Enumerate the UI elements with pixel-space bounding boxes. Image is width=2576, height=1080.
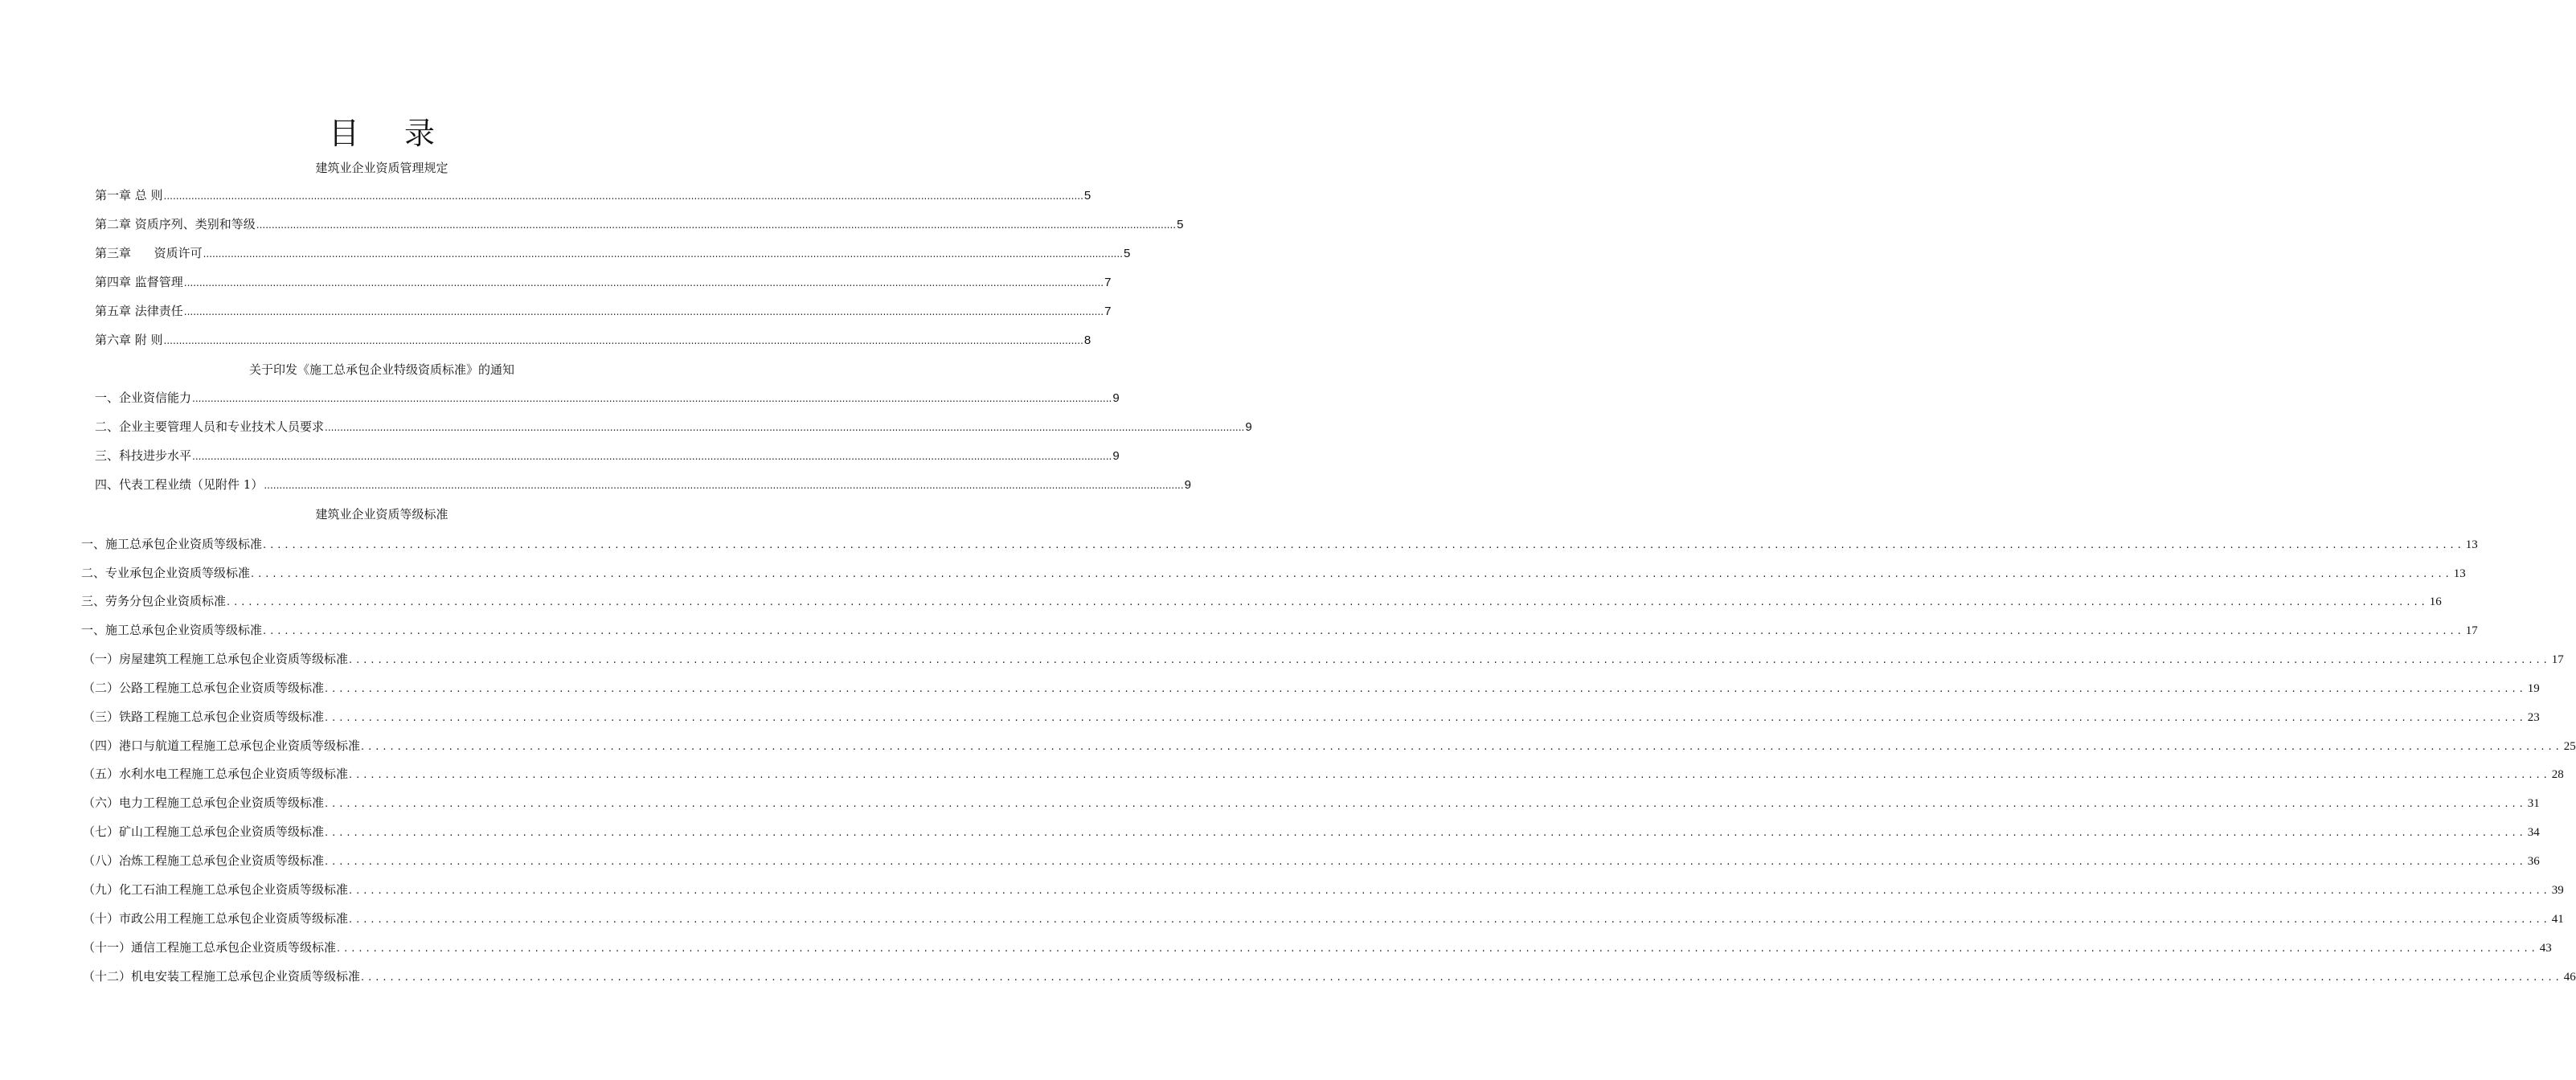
toc-page-number: 28	[2551, 768, 2564, 781]
toc-entry-label: （九）化工石油工程施工总承包企业资质等级标准	[83, 882, 349, 897]
toc-page-number: 9	[1112, 449, 1120, 463]
toc-entry-label: 第五章 法律责任	[95, 304, 183, 318]
toc-leader-dots: ............................................................................................................................................................................................................................................................................................................	[163, 335, 1083, 346]
toc-entry-label: （一）房屋建筑工程施工总承包企业资质等级标准	[83, 652, 349, 666]
toc-leader-dots: ............................................................................................................................................................................................................................................................................................................	[251, 568, 2453, 580]
toc-page-number: 31	[2527, 797, 2540, 810]
toc-leader-dots: ............................................................................................................................................................................................................................................................................................................	[256, 219, 1177, 231]
toc-entry-label: （十）市政公用工程施工总承包企业资质等级标准	[83, 911, 349, 926]
toc-entry-label: 第三章 资质许可	[95, 246, 203, 260]
toc-entry[interactable]	[95, 476, 1192, 494]
toc-entry[interactable]	[95, 215, 1184, 234]
toc-entry-label: 一、施工总承包企业资质等级标准	[81, 623, 263, 637]
toc-entry[interactable]	[83, 765, 2564, 784]
toc-entry[interactable]	[95, 302, 1112, 321]
section-heading: 建筑业企业资质等级标准	[315, 507, 448, 522]
toc-entry[interactable]	[83, 708, 2540, 727]
toc-page-number: 5	[1083, 189, 1091, 202]
toc-page-number: 13	[2465, 538, 2478, 551]
toc-page-number: 36	[2527, 855, 2540, 868]
toc-entry-label: 第四章 监督管理	[95, 275, 183, 289]
toc-leader-dots: ............................................................................................................................................................................................................................................................................................................	[325, 856, 2527, 868]
toc-leader-dots: ............................................................................................................................................................................................................................................................................................................	[325, 798, 2527, 810]
toc-page-number: 34	[2527, 826, 2540, 839]
toc-entry[interactable]	[81, 592, 2442, 612]
toc-entry-label: （三）铁路工程施工总承包企业资质等级标准	[83, 710, 325, 724]
toc-leader-dots: ............................................................................................................................................................................................................................................................................................................	[325, 827, 2527, 839]
toc-entry[interactable]	[81, 535, 2478, 554]
toc-entry[interactable]	[95, 244, 1131, 263]
toc-page-number: 23	[2527, 711, 2540, 724]
toc-page-number: 46	[2563, 971, 2576, 984]
toc-entry[interactable]	[95, 389, 1120, 407]
toc-leader-dots: ............................................................................................................................................................................................................................................................................................................	[325, 683, 2527, 695]
toc-entry[interactable]	[83, 823, 2540, 842]
toc-entry[interactable]	[95, 418, 1252, 436]
toc-entry[interactable]	[83, 939, 2552, 958]
toc-entry-label: （四）港口与航道工程施工总承包企业资质等级标准	[83, 738, 361, 753]
toc-leader-dots: ............................................................................................................................................................................................................................................................................................................	[349, 654, 2551, 666]
page-title: 目 录	[328, 116, 453, 151]
toc-leader-dots: ............................................................................................................................................................................................................................................................................................................	[263, 625, 2465, 637]
toc-entry[interactable]	[83, 794, 2540, 813]
toc-page-number: 9	[1184, 478, 1192, 492]
toc-page-number: 19	[2527, 682, 2540, 695]
toc-page-number: 39	[2551, 884, 2564, 897]
toc-entry[interactable]	[83, 852, 2540, 871]
toc-entry-label: （七）矿山工程施工总承包企业资质等级标准	[83, 824, 325, 839]
toc-leader-dots: ............................................................................................................................................................................................................................................................................................................	[163, 190, 1083, 202]
toc-page-number: 9	[1245, 420, 1252, 434]
toc-entry[interactable]	[81, 621, 2478, 640]
toc-leader-dots: ............................................................................................................................................................................................................................................................................................................	[203, 248, 1123, 260]
toc-page-number: 5	[1177, 218, 1184, 231]
toc-page-number: 5	[1123, 247, 1131, 260]
toc-leader-dots: ............................................................................................................................................................................................................................................................................................................	[183, 277, 1104, 288]
toc-entry-label: （五）水利水电工程施工总承包企业资质等级标准	[83, 767, 349, 781]
toc-page-number: 41	[2551, 913, 2564, 926]
toc-entry-label: 一、施工总承包企业资质等级标准	[81, 537, 263, 551]
toc-page-number: 43	[2539, 942, 2552, 955]
section-heading: 关于印发《施工总承包企业特级资质标准》的通知	[248, 362, 514, 377]
toc-leader-dots: ............................................................................................................................................................................................................................................................................................................	[183, 306, 1104, 317]
toc-entry-label: （六）电力工程施工总承包企业资质等级标准	[83, 796, 325, 810]
toc-leader-dots: ............................................................................................................................................................................................................................................................................................................	[192, 451, 1112, 462]
toc-entry-label: 二、专业承包企业资质等级标准	[81, 566, 251, 580]
toc-leader-dots: ............................................................................................................................................................................................................................................................................................................	[349, 769, 2551, 781]
toc-entry-label: 一、企业资信能力	[95, 391, 192, 405]
toc-entry-label: 三、科技进步水平	[95, 448, 192, 463]
toc-leader-dots: ............................................................................................................................................................................................................................................................................................................	[361, 741, 2563, 753]
toc-entry[interactable]	[83, 910, 2564, 929]
toc-page-number: 8	[1083, 333, 1091, 347]
toc-entry-label: （八）冶炼工程施工总承包企业资质等级标准	[83, 853, 325, 868]
toc-leader-dots: ............................................................................................................................................................................................................................................................................................................	[192, 393, 1112, 404]
toc-page-number: 7	[1104, 305, 1112, 318]
toc-leader-dots: ............................................................................................................................................................................................................................................................................................................	[349, 914, 2551, 926]
toc-leader-dots: ............................................................................................................................................................................................................................................................................................................	[361, 972, 2563, 984]
toc-leader-dots: ............................................................................................................................................................................................................................................................................................................	[349, 885, 2551, 897]
toc-page-number: 13	[2453, 567, 2466, 580]
toc-entry[interactable]	[83, 737, 2576, 756]
toc-entry-label: 四、代表工程业绩（见附件 1）	[95, 477, 264, 492]
toc-page-number: 16	[2429, 595, 2442, 608]
toc-page-number: 25	[2563, 740, 2576, 753]
toc-entry-label: 三、劳务分包企业资质标准	[81, 594, 227, 608]
toc-entry[interactable]	[83, 968, 2576, 987]
toc-leader-dots: ............................................................................................................................................................................................................................................................................................................	[325, 712, 2527, 724]
toc-leader-dots: ............................................................................................................................................................................................................................................................................................................	[264, 480, 1184, 491]
toc-entry[interactable]	[95, 273, 1112, 292]
toc-entry[interactable]	[95, 447, 1120, 465]
toc-entry[interactable]	[95, 186, 1091, 205]
toc-leader-dots: ............................................................................................................................................................................................................................................................................................................	[227, 596, 2429, 608]
toc-entry[interactable]	[83, 650, 2564, 669]
toc-entry-label: 第二章 资质序列、类别和等级	[95, 217, 256, 231]
toc-leader-dots: ............................................................................................................................................................................................................................................................................................................	[337, 943, 2539, 955]
toc-entry-label: 二、企业主要管理人员和专业技术人员要求	[95, 419, 325, 434]
toc-entry-label: （十一）通信工程施工总承包企业资质等级标准	[83, 940, 337, 955]
section-heading: 建筑业企业资质管理规定	[315, 161, 448, 175]
toc-leader-dots: ............................................................................................................................................................................................................................................................................................................	[325, 422, 1245, 433]
toc-entry[interactable]	[83, 679, 2540, 698]
toc-entry[interactable]	[83, 881, 2564, 900]
toc-entry-label: 第一章 总 则	[95, 188, 163, 202]
toc-leader-dots: ............................................................................................................................................................................................................................................................................................................	[263, 539, 2465, 551]
toc-page-number: 9	[1112, 391, 1120, 405]
toc-page-number: 17	[2551, 653, 2564, 666]
toc-entry[interactable]	[81, 564, 2466, 583]
toc-entry-label: （十二）机电安装工程施工总承包企业资质等级标准	[83, 969, 361, 984]
toc-entry[interactable]	[95, 331, 1091, 350]
toc-page-number: 7	[1104, 276, 1112, 289]
toc-page-number: 17	[2465, 624, 2478, 637]
toc-entry-label: （二）公路工程施工总承包企业资质等级标准	[83, 681, 325, 695]
toc-entry-label: 第六章 附 则	[95, 333, 163, 347]
